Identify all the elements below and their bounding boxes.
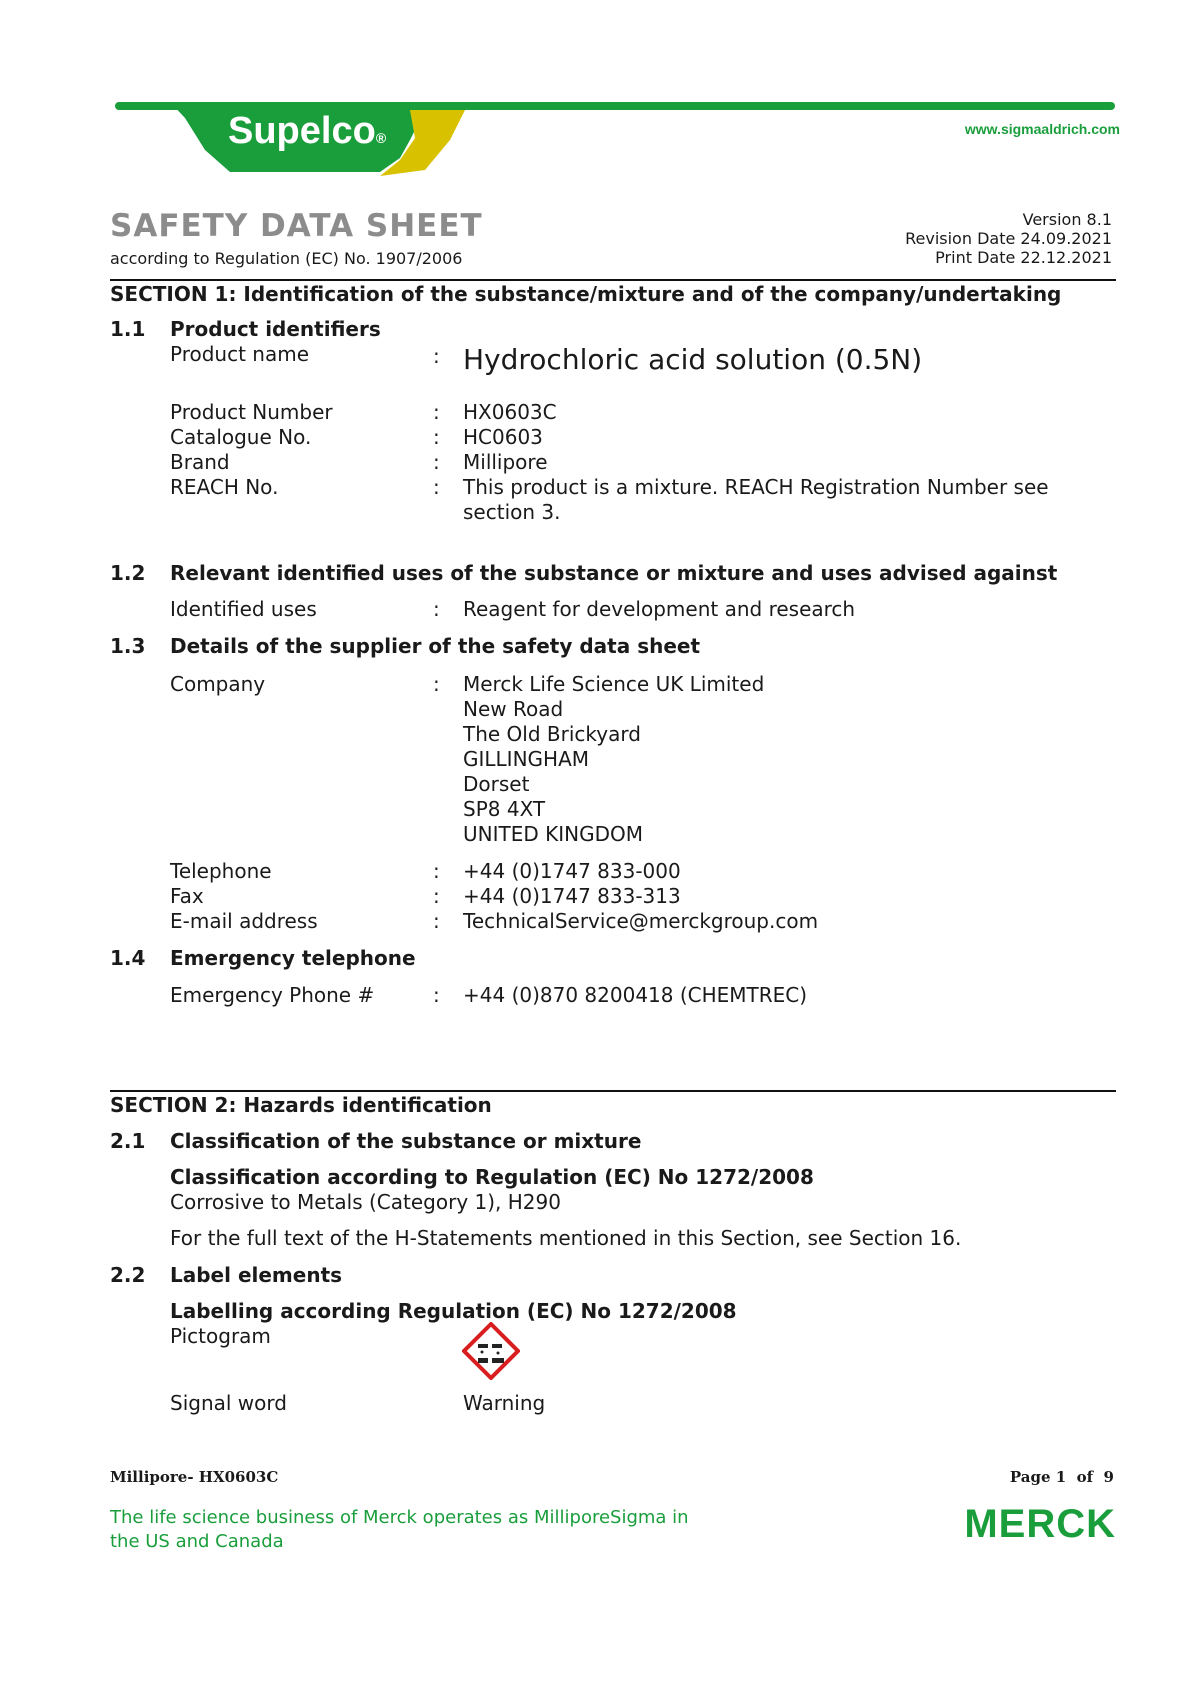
colon: : xyxy=(433,672,440,696)
catalogue-label: Catalogue No. xyxy=(170,425,312,449)
s12-num: 1.2 xyxy=(110,561,146,585)
s14-title: Emergency telephone xyxy=(170,946,416,970)
company-line: Dorset xyxy=(463,772,530,796)
s21-subtitle: Classification according to Regulation (EC) No 1272/2008 xyxy=(170,1165,814,1189)
company-line: GILLINGHAM xyxy=(463,747,590,771)
ghs-corrosion-icon xyxy=(462,1322,520,1380)
company-line: UNITED KINGDOM xyxy=(463,822,643,846)
colon: : xyxy=(433,425,440,449)
brand-label: Brand xyxy=(170,450,230,474)
tagline-line1: The life science business of Merck operates as MilliporeSigma in xyxy=(110,1507,689,1528)
merck-logo xyxy=(964,1502,1116,1547)
supelco-logo xyxy=(228,110,386,153)
colon: : xyxy=(433,859,440,883)
product-number-value: HX0603C xyxy=(463,400,557,424)
section1-rule xyxy=(110,279,1116,281)
s21-num: 2.1 xyxy=(110,1129,146,1153)
section2-title: SECTION 2: Hazards identification xyxy=(110,1093,492,1117)
website-link[interactable]: www.sigmaaldrich.com xyxy=(964,121,1120,137)
tagline-line2: the US and Canada xyxy=(110,1531,284,1552)
catalogue-value: HC0603 xyxy=(463,425,543,449)
s22-title: Label elements xyxy=(170,1263,343,1287)
version-info xyxy=(905,210,1112,267)
identified-uses-label: Identified uses xyxy=(170,597,317,621)
registered-mark: ® xyxy=(375,130,387,146)
s11-num: 1.1 xyxy=(110,317,146,341)
s22-subtitle: Labelling according Regulation (EC) No 1272/2008 xyxy=(170,1299,737,1323)
doc-title: SAFETY DATA SHEET xyxy=(110,208,483,244)
fax-value: +44 (0)1747 833-313 xyxy=(463,884,681,908)
email-label: E-mail address xyxy=(170,909,318,933)
colon: : xyxy=(433,909,440,933)
classification-text: Corrosive to Metals (Category 1), H290 xyxy=(170,1190,561,1214)
product-number-label: Product Number xyxy=(170,400,333,424)
telephone-value: +44 (0)1747 833-000 xyxy=(463,859,681,883)
signal-word-value: Warning xyxy=(463,1391,546,1415)
s21-title: Classification of the substance or mixture xyxy=(170,1129,642,1153)
colon: : xyxy=(433,597,440,621)
signal-word-label: Signal word xyxy=(170,1391,287,1415)
product-name-label: Product name xyxy=(170,342,310,366)
company-line: New Road xyxy=(463,697,564,721)
s14-num: 1.4 xyxy=(110,946,146,970)
h-statement-note: For the full text of the H-Statements mentioned in this Section, see Section 16. xyxy=(170,1226,962,1250)
fax-label: Fax xyxy=(170,884,204,908)
section2-rule xyxy=(110,1090,1116,1092)
colon: : xyxy=(433,400,440,424)
colon: : xyxy=(433,983,440,1007)
brand-value: Millipore xyxy=(463,450,548,474)
reach-value-line2: section 3. xyxy=(463,500,561,524)
email-link[interactable]: TechnicalService@merckgroup.com xyxy=(463,909,819,933)
s22-num: 2.2 xyxy=(110,1263,146,1287)
colon: : xyxy=(433,344,440,368)
colon: : xyxy=(433,884,440,908)
s11-title: Product identifiers xyxy=(170,317,381,341)
s13-num: 1.3 xyxy=(110,634,146,658)
s13-title: Details of the supplier of the safety data sheet xyxy=(170,634,701,658)
company-label: Company xyxy=(170,672,266,696)
merck-logo-text: MERCK xyxy=(964,1502,1116,1546)
logo-text: Supelco xyxy=(228,110,376,152)
section1-title: SECTION 1: Identification of the substance/mixture and of the company/undertaking xyxy=(110,282,1062,306)
pictogram-label: Pictogram xyxy=(170,1324,271,1348)
footer-product-ref: Millipore- HX0603C xyxy=(110,1468,279,1486)
colon: : xyxy=(433,450,440,474)
company-line: SP8 4XT xyxy=(463,797,546,821)
product-name-value: Hydrochloric acid solution (0.5N) xyxy=(463,343,923,376)
identified-uses-value: Reagent for development and research xyxy=(463,597,856,621)
emergency-label: Emergency Phone # xyxy=(170,983,375,1007)
revision-date: Revision Date 24.09.2021 xyxy=(905,229,1112,248)
emergency-value: +44 (0)870 8200418 (CHEMTREC) xyxy=(463,983,808,1007)
colon: : xyxy=(433,475,440,499)
s12-title: Relevant identified uses of the substance or mixture and uses advised against xyxy=(170,561,1058,585)
reach-label: REACH No. xyxy=(170,475,279,499)
footer-page-number: Page 1 of 9 xyxy=(1009,1468,1114,1486)
regulation-text: according to Regulation (EC) No. 1907/2006 xyxy=(110,249,463,268)
company-line: The Old Brickyard xyxy=(463,722,641,746)
print-date: Print Date 22.12.2021 xyxy=(935,248,1112,267)
company-line: Merck Life Science UK Limited xyxy=(463,672,765,696)
version: Version 8.1 xyxy=(1022,210,1112,229)
telephone-label: Telephone xyxy=(170,859,272,883)
footer-tagline xyxy=(110,1506,689,1554)
header-banner xyxy=(110,90,1120,200)
reach-value: This product is a mixture. REACH Registration Number see xyxy=(463,475,1049,499)
